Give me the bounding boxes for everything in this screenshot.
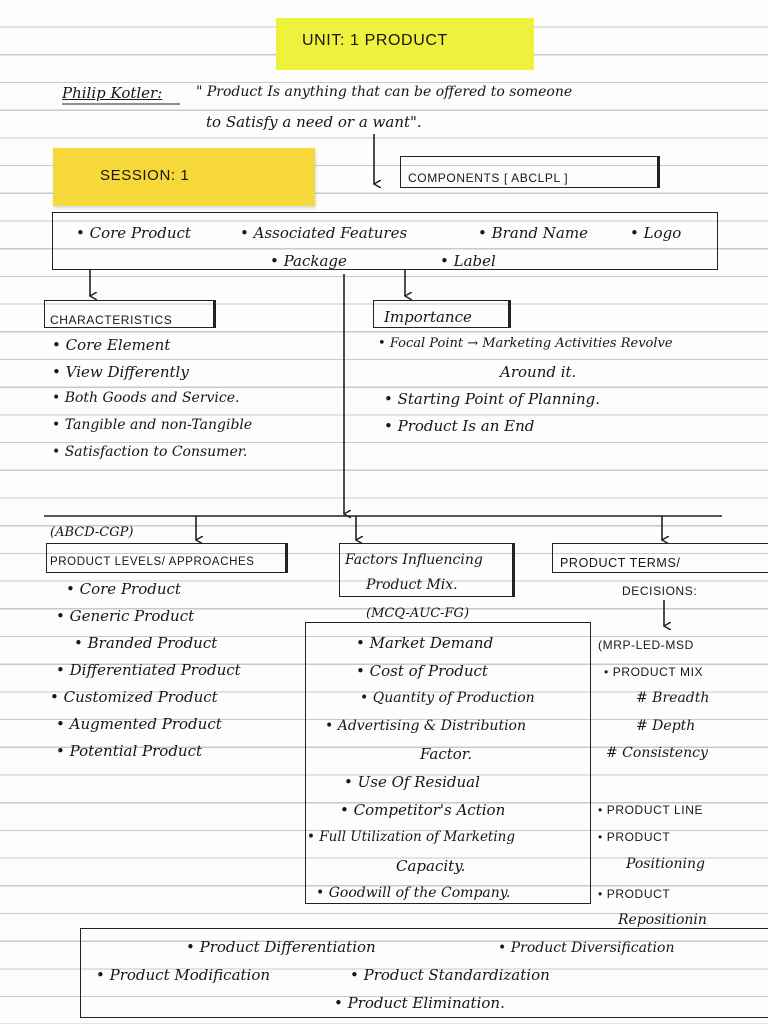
- characteristics-item: • Tangible and non-Tangible: [52, 417, 253, 433]
- levels-item: • Augmented Product: [56, 715, 222, 733]
- characteristics-heading: CHARACTERISTICS: [50, 313, 173, 327]
- levels-item: • Core Product: [66, 580, 181, 598]
- importance-heading: Importance: [384, 308, 472, 326]
- factors-item: • Cost of Product: [356, 662, 488, 680]
- terms-sub-item: # Depth: [636, 718, 696, 734]
- components-item-logo: • Logo: [630, 224, 682, 242]
- definition-line-2: to Satisfy a need or a want".: [206, 113, 422, 131]
- terms-sub-item: # Consistency: [606, 745, 708, 761]
- factors-item: • Competitor's Action: [340, 801, 506, 819]
- bottom-item: • Product Diversification: [498, 940, 675, 956]
- terms-heading-line-2: DECISIONS:: [622, 584, 698, 598]
- page-title: UNIT: 1 PRODUCT: [302, 32, 448, 49]
- levels-item: • Potential Product: [56, 742, 203, 760]
- session-label: SESSION: 1: [100, 167, 190, 184]
- terms-heading-line-1: PRODUCT TERMS/: [560, 556, 681, 570]
- components-item-package: • Package: [270, 252, 347, 270]
- components-item-label: • Label: [440, 252, 496, 270]
- terms-item-product-line: • PRODUCT LINE: [598, 803, 704, 817]
- components-heading: COMPONENTS [ ABCLPL ]: [408, 171, 569, 185]
- importance-item: • Focal Point → Marketing Activities Revolve: [378, 336, 673, 351]
- levels-item: • Generic Product: [56, 607, 195, 625]
- components-item-core-product: • Core Product: [76, 224, 191, 242]
- levels-item: • Customized Product: [50, 688, 218, 706]
- factors-heading-line-2: Product Mix.: [366, 577, 458, 593]
- terms-item-positioning-cont: Positioning: [626, 856, 705, 872]
- factors-item: • Full Utilization of Marketing: [307, 829, 516, 845]
- definition-line-1: " Product Is anything that can be offered to someone: [196, 84, 573, 100]
- factors-mnemonic: (MCQ-AUC-FG): [366, 606, 470, 621]
- factors-item: • Advertising & Distribution: [325, 718, 526, 734]
- bottom-item: • Product Differentiation: [186, 938, 376, 956]
- terms-item-repositioning: • PRODUCT: [598, 887, 671, 901]
- terms-sub-item: # Breadth: [636, 690, 710, 706]
- factors-item: • Goodwill of the Company.: [316, 885, 511, 901]
- levels-item: • Differentiated Product: [56, 661, 241, 679]
- bottom-item: • Product Elimination.: [334, 994, 505, 1012]
- importance-item: • Starting Point of Planning.: [384, 390, 601, 408]
- characteristics-item: • Core Element: [52, 336, 171, 354]
- bottom-item: • Product Standardization: [350, 966, 550, 984]
- importance-item-cont: Around it.: [500, 363, 577, 381]
- characteristics-item: • View Differently: [52, 363, 189, 381]
- terms-item-repositioning-cont: Repositionin: [618, 912, 707, 928]
- characteristics-item: • Satisfaction to Consumer.: [52, 444, 248, 460]
- terms-item-positioning: • PRODUCT: [598, 830, 671, 844]
- importance-item: • Product Is an End: [384, 417, 535, 435]
- levels-mnemonic: (ABCD-CGP): [50, 525, 134, 540]
- definition-author: Philip Kotler:: [62, 84, 163, 102]
- terms-mnemonic: (MRP-LED-MSD: [598, 638, 694, 652]
- factors-item: • Market Demand: [356, 634, 494, 652]
- bottom-item: • Product Modification: [96, 966, 271, 984]
- levels-heading: PRODUCT LEVELS/ APPROACHES: [50, 556, 255, 568]
- characteristics-item: • Both Goods and Service.: [52, 390, 240, 406]
- factors-item-cont: Capacity.: [396, 857, 466, 875]
- components-item-brand-name: • Brand Name: [478, 224, 588, 242]
- factors-heading-line-1: Factors Influencing: [345, 552, 483, 568]
- levels-item: • Branded Product: [74, 634, 218, 652]
- factors-item: • Use Of Residual: [344, 773, 480, 791]
- components-item-associated-features: • Associated Features: [240, 224, 408, 242]
- terms-item-product-mix: • PRODUCT MIX: [604, 665, 704, 679]
- factors-item: • Quantity of Production: [360, 690, 535, 706]
- factors-item-cont: Factor.: [420, 745, 473, 763]
